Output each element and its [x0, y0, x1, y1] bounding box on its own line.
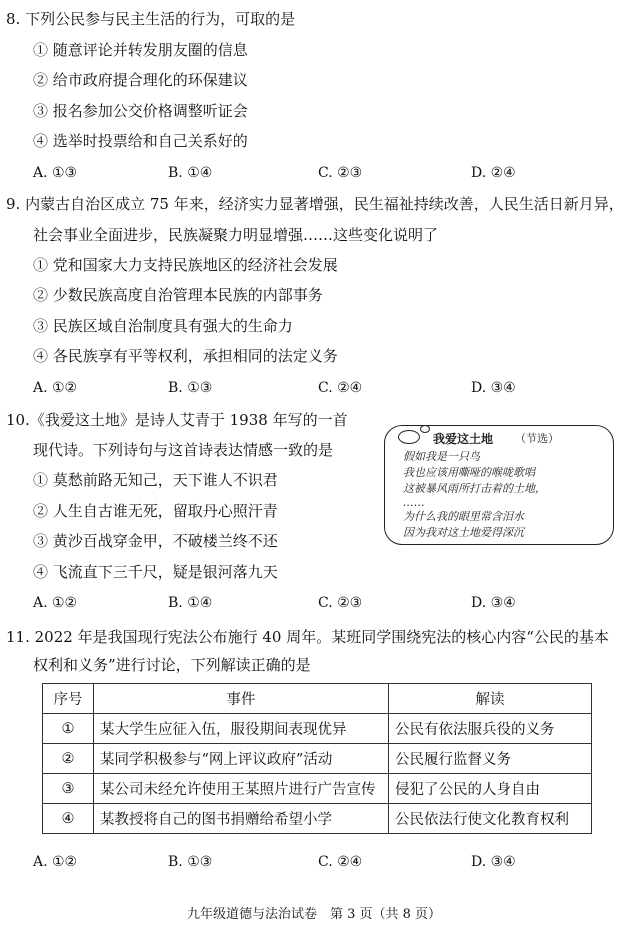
poem-line: 假如我是一只鸟: [403, 450, 480, 463]
q8-stem: 8. 下列公民参与民主生活的行为，可取的是: [6, 10, 296, 28]
table-header-row: [43, 684, 592, 714]
q10-choice-b: B. ①④: [168, 595, 213, 611]
table-cell: 公民依法行使文化教育权利: [389, 804, 592, 834]
q10-stem-cont: 现代诗。下列诗句与这首诗表达情感一致的是: [33, 441, 334, 459]
q8-item: ② 给市政府提合理化的环保建议: [33, 71, 248, 89]
poem-note: （节选）: [515, 432, 559, 445]
q8-item: ① 随意评论并转发朋友圈的信息: [33, 41, 248, 59]
poem-bubble: [384, 425, 614, 545]
table-cell: ④: [43, 804, 94, 834]
bubble-tail-dot: [398, 430, 420, 444]
table-row: [43, 774, 592, 804]
q9-item: ① 党和国家大力支持民族地区的经济社会发展: [33, 256, 338, 274]
table-header: 事件: [94, 684, 389, 714]
table-cell: 公民有依法服兵役的义务: [389, 714, 592, 744]
q8-item: ③ 报名参加公交价格调整听证会: [33, 102, 248, 120]
q9-item: ③ 民族区域自治制度具有强大的生命力: [33, 317, 293, 335]
q11-stem: 11. 2022 年是我国现行宪法公布施行 40 周年。某班同学围绕宪法的核心内容“公民的基本: [6, 628, 609, 646]
table-cell: 某同学积极参与“网上评议政府”活动: [94, 744, 389, 774]
poem-line: 这被暴风雨所打击着的土地，: [403, 482, 546, 495]
table-cell: 侵犯了公民的人身自由: [389, 774, 592, 804]
table-cell: 公民履行监督义务: [389, 744, 592, 774]
q8-choice-d: D. ②④: [471, 165, 516, 181]
table-cell: ③: [43, 774, 94, 804]
poem-line: 因为我对这土地爱得深沉: [403, 526, 524, 539]
table-cell: ①: [43, 714, 94, 744]
q11-choice-b: B. ①③: [168, 854, 213, 870]
page-footer: 九年级道德与法治试卷 第 3 页（共 8 页）: [186, 907, 442, 922]
q10-item: ③ 黄沙百战穿金甲，不破楼兰终不还: [33, 532, 278, 550]
q11-choice-c: C. ②④: [318, 854, 363, 870]
bubble-tail-dot: [420, 425, 430, 433]
q10-choice-d: D. ③④: [471, 595, 516, 611]
q10-item: ② 人生自古谁无死，留取丹心照汗青: [33, 502, 278, 520]
poem-line: 为什么我的眼里常含泪水: [403, 510, 524, 523]
q10-stem: 10.《我爱这土地》是诗人艾青于 1938 年写的一首: [6, 411, 348, 429]
q10-choice-a: A. ①②: [33, 595, 78, 611]
table-row: [43, 804, 592, 834]
table-cell: 某公司未经允许使用王某照片进行广告宣传: [94, 774, 389, 804]
q9-choice-a: A. ①②: [33, 380, 78, 396]
q11-stem-cont: 权利和义务”进行讨论，下列解读正确的是: [33, 656, 311, 674]
q8-choice-c: C. ②③: [318, 165, 363, 181]
table-cell: 某教授将自己的图书捐赠给希望小学: [94, 804, 389, 834]
q8-choice-b: B. ①④: [168, 165, 213, 181]
q9-choice-d: D. ③④: [471, 380, 516, 396]
q9-item: ④ 各民族享有平等权利，承担相同的法定义务: [33, 347, 338, 365]
table-row: [43, 744, 592, 774]
q8-choice-a: A. ①③: [33, 165, 78, 181]
table-header: 序号: [43, 684, 94, 714]
table-cell: ②: [43, 744, 94, 774]
q9-choice-c: C. ②④: [318, 380, 363, 396]
table-row: [43, 714, 592, 744]
q9-choice-b: B. ①③: [168, 380, 213, 396]
poem-title: 我爱这土地: [433, 432, 494, 446]
q11-choice-a: A. ①②: [33, 854, 78, 870]
q9-stem: 9. 内蒙古自治区成立 75 年来，经济实力显著增强，民生福祉持续改善，人民生活日新月异，: [6, 195, 624, 213]
q9-item: ② 少数民族高度自治管理本民族的内部事务: [33, 286, 323, 304]
q10-item: ④ 飞流直下三千尺，疑是银河落九天: [33, 563, 278, 581]
table-cell: 某大学生应征入伍，服役期间表现优异: [94, 714, 389, 744]
q8-item: ④ 选举时投票给和自己关系好的: [33, 132, 248, 150]
table-header: 解读: [389, 684, 592, 714]
q10-item: ① 莫愁前路无知己，天下谁人不识君: [33, 471, 278, 489]
poem-line: ……: [403, 496, 425, 509]
q11-table: [42, 683, 592, 834]
q9-stem-cont: 社会事业全面进步，民族凝聚力明显增强……这些变化说明了: [33, 226, 439, 244]
q11-choice-d: D. ③④: [471, 854, 516, 870]
poem-line: 我也应该用嘶哑的喉咙歌唱: [403, 466, 535, 479]
q10-choice-c: C. ②③: [318, 595, 363, 611]
